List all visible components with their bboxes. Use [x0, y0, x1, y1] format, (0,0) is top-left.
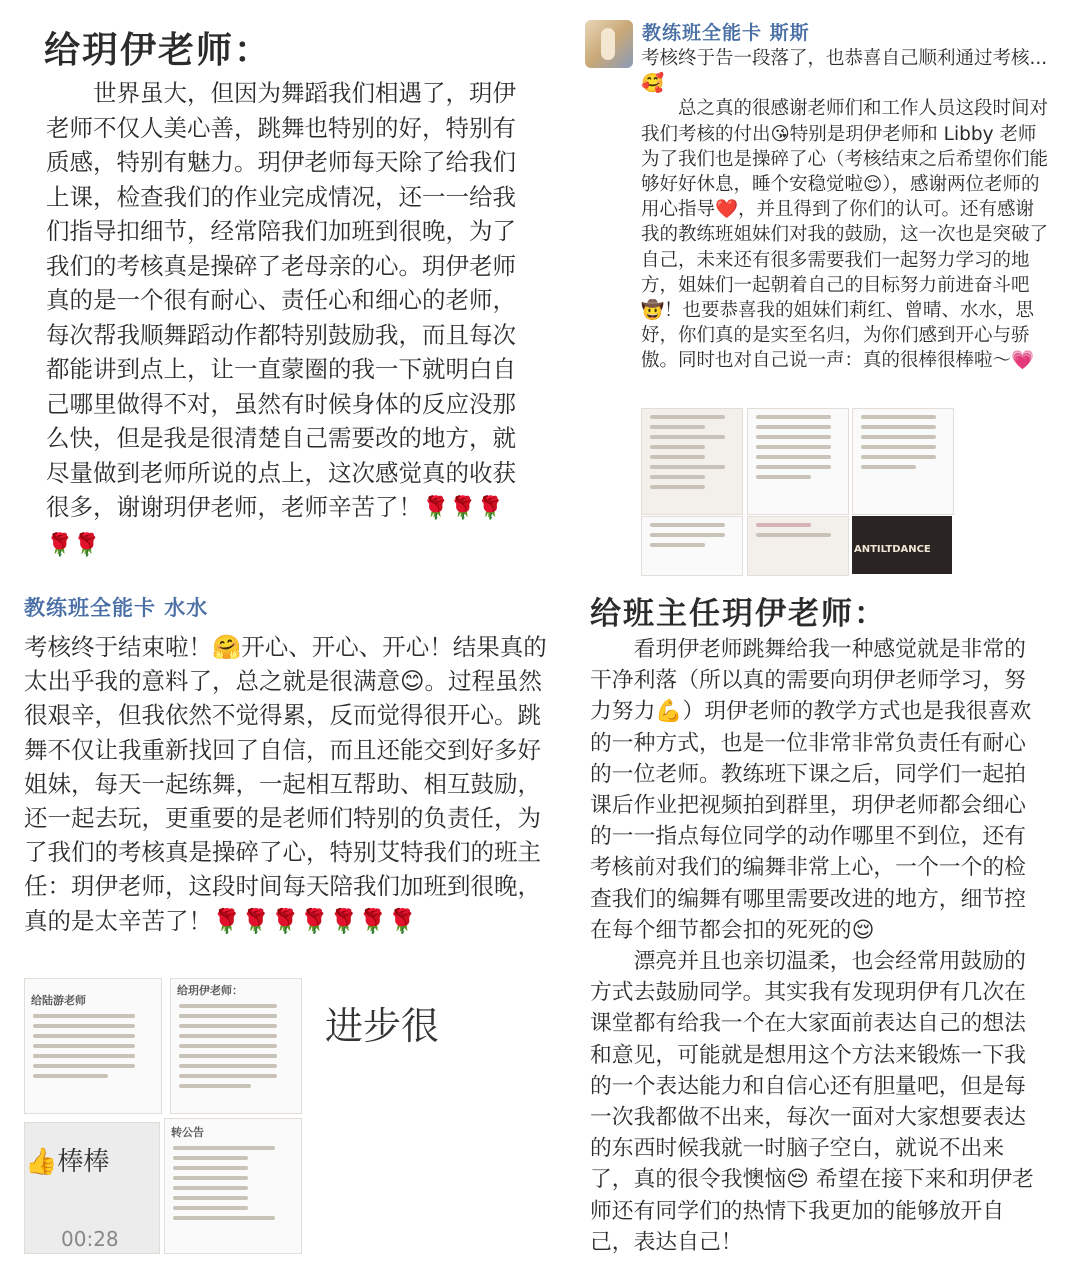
right-top-name: 教练班全能卡 斯斯 [642, 22, 810, 44]
thumb-text-2[interactable] [852, 408, 954, 515]
thumb-notice-2[interactable] [164, 1118, 302, 1254]
thumb-notice-label: 转公告 [171, 1126, 204, 1139]
thumb-voice[interactable] [24, 1122, 160, 1254]
thumb-dance-caption: ANTILTDANCE [854, 544, 931, 555]
bang-text: 👍棒棒 [25, 1147, 110, 1177]
right-bottom-p2: 漂亮并且也亲切温柔，也会经常用鼓励的方式去鼓励同学。其实我有发现玥伊有几次在课堂都有给我一个在大家面前表达自己的想法和意见，可能就是想用这个方法来锻炼一下我的一个表达能力和自信心还有胆量吧，但是每一次我都做不出来，每次一面对大家想要表达的东西时候我就一时脑子空白，就说不出来了，真的很令我懊恼😔 希望在接下来和玥伊老师还有同学们的热情下我更加的能够放开自己，表达自己！ [590, 949, 1034, 1255]
thumb-notice-1[interactable] [641, 408, 743, 515]
left-top-title: 给玥伊老师： [44, 30, 273, 71]
right-top-body [641, 46, 1051, 374]
left-bottom-text: 考核终于结束啦！🤗开心、开心、开心！结果真的太出乎我的意料了，总之就是很满意😊。过程虽然很艰辛，但我依然不觉得累，反而觉得很开心。跳舞不仅让我重新找回了自信，而且还能交到好多好姐妹，每天一起练舞，一起相互帮助、相互鼓励，还一起去玩，更重要的是老师们特别的负责任，为了我们的考核真是操碎了心，特别艾特我们的班主任：玥伊老师，这段时间每天陪我们加班到很晚，真的是太辛苦了！🌹🌹🌹🌹🌹🌹🌹 [24, 633, 547, 935]
thumb-dance-photo[interactable] [852, 516, 952, 574]
emoji-smile-hearts: 🥰 [641, 73, 665, 95]
thumb-letter-title: 给玥伊老师： [177, 984, 243, 997]
left-bottom-name: 教练班全能卡 水水 [24, 596, 209, 620]
thumb-letter[interactable] [170, 978, 302, 1114]
thumb-teacher-label: 给陆游老师 [31, 994, 86, 1007]
left-bottom-body [24, 630, 560, 938]
left-top-body [46, 76, 522, 563]
voice-timer: 00:28 [61, 1227, 119, 1251]
right-bottom-title: 给班主任玥伊老师： [590, 596, 887, 632]
right-bottom-body [590, 634, 1042, 1258]
thumb-text-1[interactable] [747, 408, 849, 515]
thumb-chat-1[interactable] [747, 516, 849, 576]
avatar[interactable] [585, 20, 633, 68]
thumb-text-3[interactable] [641, 516, 743, 576]
right-top-line1: 考核终于告一段落了，也恭喜自己顺利通过考核... [641, 48, 1048, 69]
right-bottom-p1: 看玥伊老师跳舞给我一种感觉就是非常的干净利落（所以真的需要向玥伊老师学习，努力努力💪）玥伊老师的教学方式也是我很喜欢的一种方式，也是一位非常非常负责任有耐心的一位老师。教练班下课之后，同学们一起拍课后作业把视频拍到群里，玥伊老师都会细心的一一指点每位同学的动作哪里不到位，还有考核前对我们的编舞非常上心，一个一个的检查我们的编舞有哪里需要改进的地方，细节控在每个细节都会扣的死死的😌 [590, 637, 1032, 943]
rose-icons: 🌹🌹🌹🌹🌹 [46, 496, 505, 558]
big-progress-text: 进步很 [325, 1004, 440, 1048]
thumb-chat-teacher[interactable] [24, 978, 162, 1114]
right-top-text: 总之真的很感谢老师们和工作人员这段时间对我们考核的付出😘特别是玥伊老师和 Libby 老师为了我们也是操碎了心（考核结束之后希望你们能够好好休息，睡个安稳觉啦😌），感谢两位老师的用心指导❤️，并且得到了你们的认可。还有感谢我的教练班姐妹们对我的鼓励，这一次也是突破了自己，未来还有很多需要我们一起努力学习的地方，姐妹们一起朝着自己的目标努力前进奋斗吧🤠！也要恭喜我的姐妹们莉红、曾晴、水水，思妤，你们真的是实至名归，为你们感到开心与骄傲。同时也对自己说一声：真的很棒很棒啦～💗 [641, 98, 1049, 372]
left-top-text: 世界虽大，但因为舞蹈我们相遇了，玥伊老师不仅人美心善，跳舞也特别的好，特别有质感，特别有魅力。玥伊老师每天除了给我们上课，检查我们的作业完成情况，还一一给我们指导扣细节，经常陪我们加班到很晚，为了我们的考核真是操碎了老母亲的心。玥伊老师真的是一个很有耐心、责任心和细心的老师，每次帮我顺舞蹈动作都特别鼓励我，而且每次都能讲到点上，让一直蒙圈的我一下就明白自己哪里做得不对，虽然有时候身体的反应没那么快，但是我是很清楚自己需要改的地方，就尽量做到老师所说的点上，这次感觉真的收获很多，谢谢玥伊老师，老师辛苦了！ [46, 79, 516, 521]
